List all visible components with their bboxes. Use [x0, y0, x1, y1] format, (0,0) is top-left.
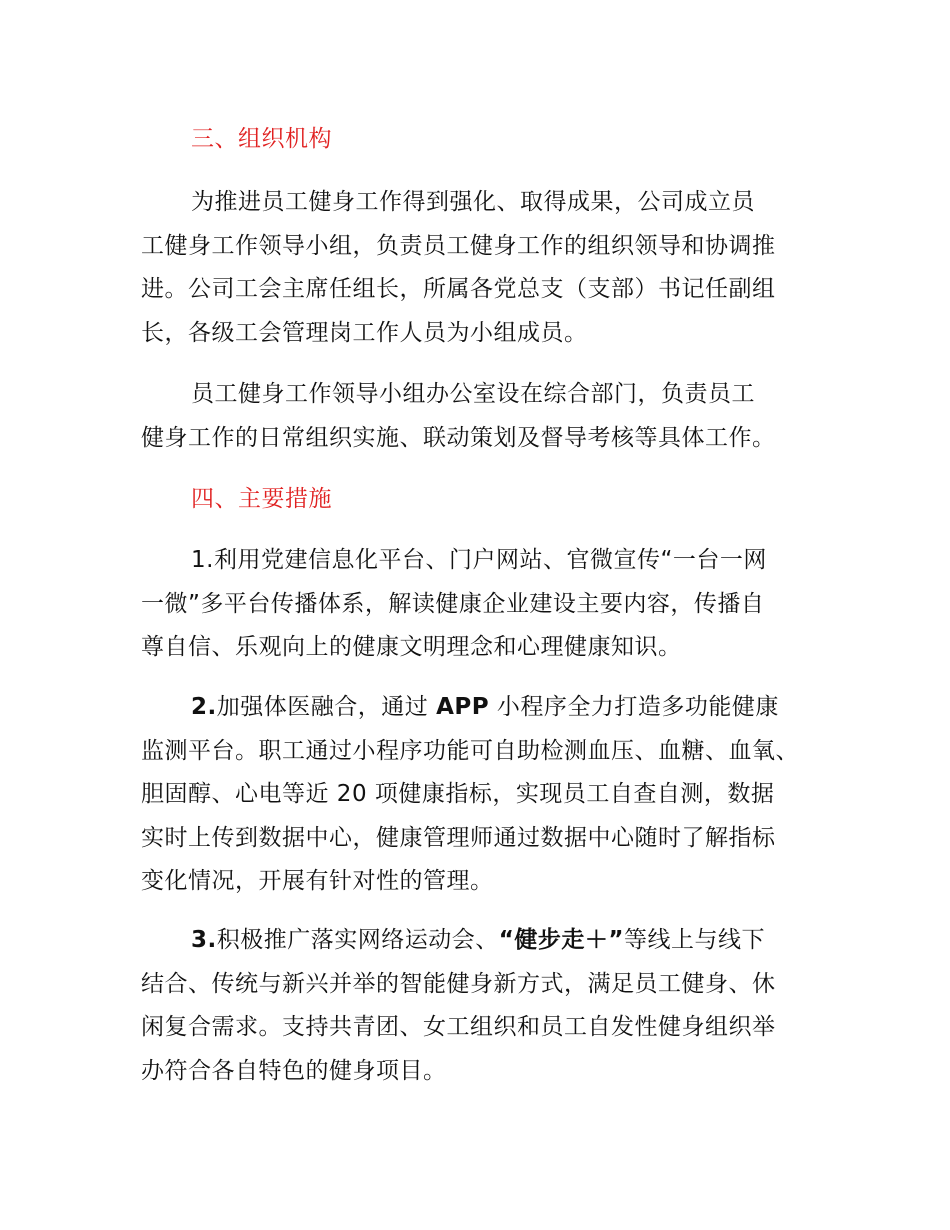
text-line — [141, 919, 821, 963]
text-segment: 等线上与线下 — [623, 927, 765, 953]
text-line: 1.利用党建信息化平台、门户网站、官微宣传“一台一网 — [191, 547, 767, 573]
text-line — [141, 686, 821, 730]
text-line: 为推进员工健身工作得到强化、取得成果，公司成立员 — [191, 189, 755, 215]
text-line: 结合、传统与新兴并举的智能健身新方式，满足员工健身、休 — [141, 970, 776, 997]
section-heading-measures: 四、主要措施 — [191, 486, 332, 512]
text-line: 尊自信、乐观向上的健康文明理念和心理健康知识。 — [141, 634, 682, 660]
section-heading-organization: 三、组织机构 — [191, 126, 332, 152]
text-segment: 积极推广落实网络运动会、 — [216, 927, 499, 953]
text-line: 工健身工作领导小组，负责员工健身工作的组织领导和协调推 — [141, 232, 776, 259]
text-line: 闲复合需求。支持共青团、女工组织和员工自发性健身组织举 — [141, 1014, 776, 1040]
paragraph-office-setup — [141, 373, 821, 460]
text-line: 一微”多平台传播体系，解读健康企业建设主要内容，传播自 — [141, 590, 765, 617]
text-line: 长，各级工会管理岗工作人员为小组成员。 — [141, 319, 588, 346]
measure-number: 2. — [191, 694, 217, 720]
text-line: 实时上传到数据中心，健康管理师通过数据中心随时了解指标 — [141, 824, 776, 851]
paragraph-organization-setup — [141, 181, 821, 355]
text-line: 胆固醇、心电等近 20 项健康指标，实现员工自查自测，数据 — [141, 781, 775, 807]
text-line: 办符合各自特色的健身项目。 — [141, 1057, 447, 1084]
paragraph-measure-3 — [141, 919, 821, 1093]
text-line: 进。公司工会主席任组长，所属各党总支（支部）书记任副组 — [141, 276, 776, 302]
text-line: 健身工作的日常组织实施、联动策划及督导考核等具体工作。 — [141, 424, 776, 451]
text-line: 监测平台。职工通过小程序功能可自助检测血压、血糖、血氧、 — [141, 737, 799, 764]
text-segment: 小程序全力打造多功能健康 — [496, 694, 779, 720]
bold-term: “健步走＋” — [498, 927, 624, 953]
paragraph-measure-2 — [141, 686, 821, 904]
paragraph-measure-1 — [141, 539, 821, 670]
bold-term: APP — [436, 694, 490, 720]
measure-number: 3. — [191, 927, 217, 953]
text-line: 员工健身工作领导小组办公室设在综合部门，负责员工 — [191, 381, 755, 407]
text-line: 变化情况，开展有针对性的管理。 — [141, 868, 494, 894]
text-segment: 加强体医融合，通过 — [216, 694, 429, 720]
